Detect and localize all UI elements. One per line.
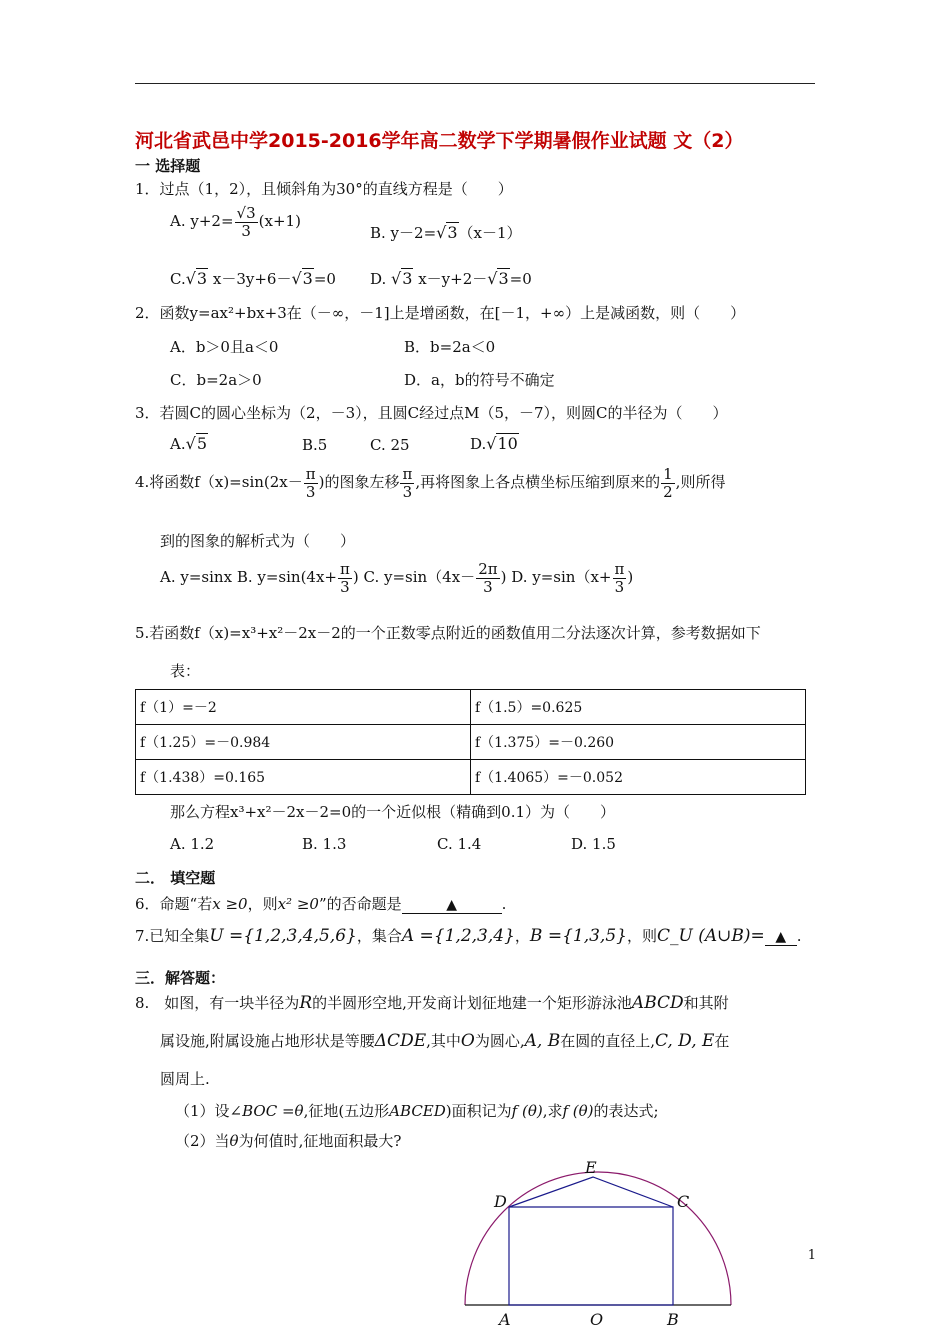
q5-option-c: C. 1.4 (437, 835, 482, 853)
table-cell: f（1.375）=－0.260 (471, 725, 806, 760)
table-row (136, 690, 806, 725)
q1-d-mid: x－y+2－ (413, 270, 488, 288)
q5-option-b: B. 1.3 (302, 835, 347, 853)
table-cell: f（1.4065）=－0.052 (471, 760, 806, 795)
q8-part1: （1）设∠BOC =θ,征地(五边形ABCED)面积记为f (θ),求f (θ)的表达式; (175, 1102, 659, 1120)
q2-option-c: C．b=2a＞0 (170, 371, 262, 389)
q8-part2: （2）当θ为何值时,征地面积最大? (175, 1132, 402, 1150)
rectangle-abcd (509, 1207, 673, 1305)
q1-a-fraction (235, 205, 258, 239)
q6-math2: x² ≥0 (277, 895, 319, 913)
semicircle-figure (440, 1155, 740, 1344)
q3-option-a: A.√5 (170, 434, 207, 453)
q4-ob-frac: $\frac{\pi}{3}$ (340, 560, 350, 596)
label-b: B (667, 1310, 679, 1329)
q4-option-a: A. y=sinx (160, 568, 233, 586)
q1-a-num: √3 (236, 204, 256, 222)
q3-a-sqrt: √5 (185, 434, 207, 453)
label-d: D (494, 1192, 507, 1211)
q5-table (135, 689, 806, 795)
q6-math1: x ≥0 (212, 895, 248, 913)
q3-option-b: B.5 (302, 436, 328, 454)
q3-d-sqrt: √10 (486, 434, 518, 453)
q2-stem: 2．函数y=ax²+bx+3在（－∞，－1]上是增函数，在[－1，+∞）上是减函数，则（ ） (135, 304, 746, 322)
q3-stem: 3．若圆C的圆心坐标为（2，－3），且圆C经过点M（5，－7），则圆C的半径为（ ） (135, 404, 728, 422)
q1-option-c (170, 268, 336, 289)
label-c: C (677, 1192, 690, 1211)
q4-od-frac: $\frac{\pi}{3}$ (614, 560, 625, 596)
q4-options: A. y=sinx B. y=sin(4x+ $\frac{\pi}{3}$ ) C. y=sin（4x－ $\frac{2\pi}{3}$ ) D. y=sin（x+ $\frac{\pi}{3}$ ) (160, 560, 634, 596)
q4-line2: 到的图象的解析式为（ ） (160, 532, 356, 550)
q1-d-pre: D. (370, 270, 392, 288)
label-o: O (590, 1310, 604, 1329)
table-row (136, 725, 806, 760)
q7-answer-blank[interactable] (765, 927, 797, 946)
q8-line1: 8. 如图，有一块半径为R的半圆形空地,开发商计划征地建一个矩形游泳池ABCD和其附 (135, 993, 729, 1013)
q2-option-b: B．b=2a＜0 (404, 338, 496, 356)
q1-a-den: 3 (241, 221, 251, 240)
table-cell: f（1.438）=0.165 (136, 760, 471, 795)
q6-answer-blank[interactable] (402, 895, 502, 914)
q7-set-a: A ={1,2,3,4} (401, 926, 515, 946)
triangle-icon: ▲ (775, 929, 787, 945)
q4-option-b: B. y=sin(4x+ (236, 568, 337, 586)
section-fill: 二． 填空题 (135, 869, 216, 887)
q5-follow: 那么方程x³+x²－2x－2=0的一个近似根（精确到0.1）为（ ） (170, 803, 616, 821)
section-solve: 三．解答题： (135, 969, 226, 987)
q1-c-post: =0 (313, 270, 336, 288)
q4-frac2: $\frac{\pi}{3}$ (402, 465, 413, 501)
q1-c-sqrt2: √3 (291, 269, 313, 288)
q4-frac1: $\frac{\pi}{3}$ (305, 465, 316, 501)
q4-option-d: D. y=sin（x+ (511, 568, 612, 586)
q5-stem: 5.若函数f（x)=x³+x²－2x－2的一个正数零点附近的函数值用二分法逐次计算，参考数据如下 (135, 624, 761, 642)
q5-stem2: 表： (170, 662, 201, 680)
q5-option-d: D. 1.5 (571, 835, 616, 853)
table-cell: f（1）=－2 (136, 690, 471, 725)
q7-set-b: B ={1,3,5} (529, 926, 627, 946)
q2-option-d: D．a，b的符号不确定 (404, 371, 555, 389)
page-number: 1 (807, 1248, 816, 1263)
q7-expression: C_U (A∪B)= (656, 926, 765, 946)
q1-option-a (170, 205, 301, 239)
q1-a-pre: A. y+2= (170, 212, 234, 230)
q1-b-post: （x－1） (458, 224, 522, 242)
q1-c-sqrt1: √3 (185, 269, 208, 288)
table-cell: f（1.25）=－0.984 (136, 725, 471, 760)
page-title: 河北省武邑中学2015-2016学年高二数学下学期暑假作业试题 文（2） (135, 130, 744, 152)
q7-set-u: U ={1,2,3,4,5,6} (209, 926, 357, 946)
triangle-icon: ▲ (446, 897, 457, 913)
q4-frac3: $\frac{1}{2}$ (663, 465, 673, 501)
table-row (136, 760, 806, 795)
q3-option-c: C. 25 (370, 436, 410, 454)
q1-b-sqrt: √3 (436, 223, 458, 242)
label-a: A (499, 1310, 511, 1329)
q1-stem: 1．过点（1，2），且倾斜角为30°的直线方程是（ ） (135, 180, 513, 198)
q1-a-post: (x+1) (258, 212, 301, 230)
q1-option-b (370, 222, 522, 243)
label-e: E (585, 1158, 597, 1177)
q8-line3: 圆周上. (160, 1070, 210, 1088)
q1-d-sqrt1: √3 (391, 269, 413, 288)
q1-b-pre: B. y－2= (370, 224, 437, 242)
q1-d-sqrt2: √3 (487, 269, 509, 288)
q4-stem: 4.将函数f（x)=sin(2x－ $\frac{\pi}{3}$ )的图象左移 $\frac{\pi}{3}$ ,再将图象上各点横坐标压缩到原来的 $\frac{1}{2}$ ,则所得 (135, 465, 726, 501)
q1-c-mid: x－3y+6－ (208, 270, 292, 288)
q8-line2: 属设施,附属设施占地形状是等腰ΔCDE,其中O为圆心,A, B在圆的直径上,C, D, E在 (160, 1031, 730, 1051)
section-choice: 一 选择题 (135, 157, 201, 175)
q1-d-post: =0 (509, 270, 532, 288)
q2-option-a: A．b＞0且a＜0 (170, 338, 279, 356)
table-cell: f（1.5）=0.625 (471, 690, 806, 725)
q4-option-c: C. y=sin（4x－ (363, 568, 476, 586)
q1-c-pre: C. (170, 270, 186, 288)
q7: 7.已知全集U ={1,2,3,4,5,6}，集合A ={1,2,3,4}，B ={1,3,5}，则C_U (A∪B)= ▲ . (135, 926, 802, 946)
header-rule (135, 83, 815, 84)
q5-option-a: A. 1.2 (170, 835, 215, 853)
q6: 6．命题“若x ≥0，则x² ≥0”的否命题是 ▲ . (135, 895, 507, 913)
q4-oc-frac: $\frac{2\pi}{3}$ (478, 560, 498, 596)
q1-option-d (370, 268, 532, 289)
q3-option-d: D.√10 (470, 434, 518, 453)
